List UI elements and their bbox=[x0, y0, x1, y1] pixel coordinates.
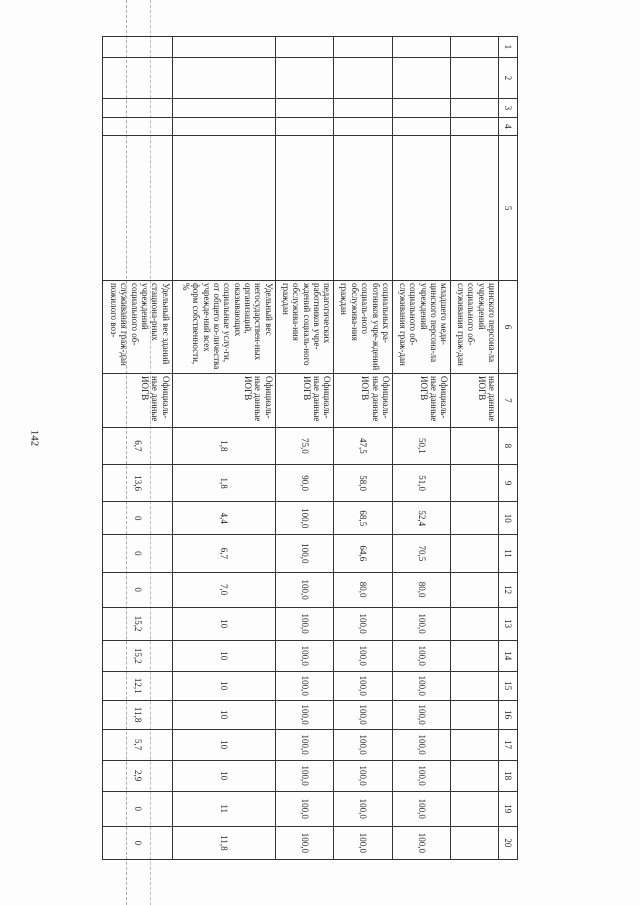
value-cell: 70,5 bbox=[392, 535, 451, 572]
value-cell bbox=[451, 760, 499, 791]
value-cell: 100,0 bbox=[334, 791, 393, 826]
value-cell: 51,0 bbox=[392, 464, 451, 501]
empty-cell bbox=[103, 99, 173, 118]
indicator-name: социальных ра-ботников учре-ждений социаль-ного обслужива-ния граждан bbox=[334, 280, 393, 373]
table-row bbox=[392, 37, 451, 860]
value-cell: 11 bbox=[172, 791, 275, 826]
value-cell: 100,0 bbox=[275, 700, 334, 729]
value-cell bbox=[451, 671, 499, 700]
value-cell: 1,8 bbox=[172, 427, 275, 464]
value-cell: 10 bbox=[172, 760, 275, 791]
value-cell: 6,7 bbox=[172, 535, 275, 572]
value-cell: 100,0 bbox=[334, 700, 393, 729]
column-number: 18 bbox=[499, 760, 518, 791]
value-cell: 47,5 bbox=[334, 427, 393, 464]
value-cell: 100,0 bbox=[275, 791, 334, 826]
empty-cell bbox=[451, 99, 499, 118]
empty-cell bbox=[334, 37, 393, 58]
column-number: 7 bbox=[499, 374, 518, 428]
data-source: Официаль-ные данные ИОГВ bbox=[392, 374, 451, 428]
indicator-name: Удельный вес негосударствен-ных организаций, оказывающих социальные услу-ги, от общего ко-личества учрежде-ний всех форм собственности, % bbox=[172, 280, 275, 373]
column-number: 17 bbox=[499, 729, 518, 760]
table-row bbox=[172, 37, 275, 860]
table-row bbox=[334, 37, 393, 860]
value-cell: 10 bbox=[172, 700, 275, 729]
value-cell: 52,4 bbox=[392, 502, 451, 535]
value-cell: 100,0 bbox=[334, 760, 393, 791]
value-cell: 100,0 bbox=[275, 760, 334, 791]
empty-cell bbox=[392, 57, 451, 98]
value-cell bbox=[451, 572, 499, 607]
value-cell bbox=[451, 729, 499, 760]
value-cell: 64,6 bbox=[334, 535, 393, 572]
column-number: 12 bbox=[499, 572, 518, 607]
empty-cell bbox=[392, 117, 451, 136]
empty-cell bbox=[451, 117, 499, 136]
value-cell: 2,9 bbox=[103, 760, 173, 791]
empty-cell bbox=[451, 37, 499, 58]
empty-cell bbox=[451, 136, 499, 281]
empty-cell bbox=[103, 57, 173, 98]
value-cell: 100,0 bbox=[334, 826, 393, 859]
value-cell: 100,0 bbox=[275, 535, 334, 572]
value-cell: 100,0 bbox=[275, 572, 334, 607]
value-cell bbox=[451, 607, 499, 640]
empty-cell bbox=[334, 136, 393, 281]
empty-cell bbox=[275, 37, 334, 58]
value-cell: 100,0 bbox=[334, 607, 393, 640]
value-cell: 80,0 bbox=[392, 572, 451, 607]
value-cell: 100,0 bbox=[275, 607, 334, 640]
value-cell: 100,0 bbox=[275, 502, 334, 535]
value-cell: 100,0 bbox=[392, 826, 451, 859]
value-cell bbox=[451, 640, 499, 671]
value-cell: 10 bbox=[172, 671, 275, 700]
value-cell: 12,1 bbox=[103, 671, 173, 700]
indicator-name: педагогических работников учре-ждений социаль-ного обслужива-ния граждан bbox=[275, 280, 334, 373]
column-number: 16 bbox=[499, 700, 518, 729]
empty-cell bbox=[392, 37, 451, 58]
empty-cell bbox=[275, 117, 334, 136]
value-cell: 1,8 bbox=[172, 464, 275, 501]
column-number: 6 bbox=[499, 280, 518, 373]
value-cell bbox=[451, 826, 499, 859]
value-cell: 100,0 bbox=[392, 640, 451, 671]
value-cell: 10 bbox=[172, 729, 275, 760]
value-cell: 90,0 bbox=[275, 464, 334, 501]
value-cell: 58,0 bbox=[334, 464, 393, 501]
value-cell: 7,0 bbox=[172, 572, 275, 607]
indicators-table bbox=[102, 36, 518, 860]
value-cell: 68,5 bbox=[334, 502, 393, 535]
indicator-name: цинского персона-ла учреждений социального об-служивания граж-дан bbox=[451, 280, 499, 373]
column-number: 9 bbox=[499, 464, 518, 501]
value-cell: 100,0 bbox=[334, 640, 393, 671]
value-cell: 13,6 bbox=[103, 464, 173, 501]
empty-cell bbox=[172, 37, 275, 58]
empty-cell bbox=[103, 37, 173, 58]
value-cell: 100,0 bbox=[275, 826, 334, 859]
empty-cell bbox=[451, 57, 499, 98]
column-number: 3 bbox=[499, 99, 518, 118]
table-row bbox=[451, 37, 499, 860]
empty-cell bbox=[392, 136, 451, 281]
value-cell: 100,0 bbox=[334, 671, 393, 700]
empty-cell bbox=[172, 57, 275, 98]
column-number: 1 bbox=[499, 37, 518, 58]
indicator-name: младшего меди-цинского персона-ла учреждений социального об-служивания граж-дан bbox=[392, 280, 451, 373]
value-cell: 100,0 bbox=[392, 700, 451, 729]
data-source: Официаль-ные данные ИОГВ bbox=[334, 374, 393, 428]
column-number-row bbox=[499, 37, 518, 860]
empty-cell bbox=[275, 99, 334, 118]
value-cell: 100,0 bbox=[275, 640, 334, 671]
value-cell: 15,2 bbox=[103, 607, 173, 640]
column-number: 13 bbox=[499, 607, 518, 640]
column-number: 4 bbox=[499, 117, 518, 136]
value-cell bbox=[451, 427, 499, 464]
value-cell: 80,0 bbox=[334, 572, 393, 607]
value-cell: 10 bbox=[172, 607, 275, 640]
rotated-table-container bbox=[102, 36, 518, 860]
value-cell bbox=[451, 502, 499, 535]
value-cell: 75,0 bbox=[275, 427, 334, 464]
empty-cell bbox=[334, 117, 393, 136]
data-source: Официаль-ные данные ИОГВ bbox=[275, 374, 334, 428]
value-cell: 4,4 bbox=[172, 502, 275, 535]
empty-cell bbox=[275, 136, 334, 281]
indicator-name: Удельный вес зданий стациона-рных учреждений социального об-служивания граж-дан пожилого воз- bbox=[103, 280, 173, 373]
value-cell: 0 bbox=[103, 502, 173, 535]
value-cell: 6,7 bbox=[103, 427, 173, 464]
value-cell bbox=[451, 791, 499, 826]
column-number: 15 bbox=[499, 671, 518, 700]
value-cell: 0 bbox=[103, 572, 173, 607]
empty-cell bbox=[172, 117, 275, 136]
data-source: Официаль-ные данные ИОГВ bbox=[103, 374, 173, 428]
page-number: 142 bbox=[28, 429, 41, 447]
value-cell: 11,8 bbox=[172, 826, 275, 859]
column-number: 14 bbox=[499, 640, 518, 671]
value-cell: 5,7 bbox=[103, 729, 173, 760]
data-source: ные данные ИОГВ bbox=[451, 374, 499, 428]
data-source: Официаль-ные данные ИОГВ bbox=[172, 374, 275, 428]
value-cell bbox=[451, 535, 499, 572]
value-cell: 10 bbox=[172, 640, 275, 671]
value-cell: 100,0 bbox=[334, 729, 393, 760]
value-cell bbox=[451, 700, 499, 729]
empty-cell bbox=[275, 57, 334, 98]
value-cell bbox=[451, 464, 499, 501]
value-cell: 100,0 bbox=[392, 760, 451, 791]
value-cell: 0 bbox=[103, 535, 173, 572]
value-cell: 100,0 bbox=[392, 607, 451, 640]
value-cell: 100,0 bbox=[392, 671, 451, 700]
table-row bbox=[275, 37, 334, 860]
value-cell: 100,0 bbox=[392, 791, 451, 826]
column-number: 2 bbox=[499, 57, 518, 98]
value-cell: 100,0 bbox=[275, 729, 334, 760]
column-number: 11 bbox=[499, 535, 518, 572]
value-cell: 15,2 bbox=[103, 640, 173, 671]
empty-cell bbox=[392, 99, 451, 118]
column-number: 10 bbox=[499, 502, 518, 535]
value-cell: 0 bbox=[103, 791, 173, 826]
empty-cell bbox=[172, 136, 275, 281]
column-number: 5 bbox=[499, 136, 518, 281]
value-cell: 0 bbox=[103, 826, 173, 859]
column-number: 20 bbox=[499, 826, 518, 859]
empty-cell bbox=[103, 117, 173, 136]
table-row bbox=[103, 37, 173, 860]
value-cell: 50,1 bbox=[392, 427, 451, 464]
value-cell: 11,8 bbox=[103, 700, 173, 729]
value-cell: 100,0 bbox=[392, 729, 451, 760]
column-number: 8 bbox=[499, 427, 518, 464]
column-number: 19 bbox=[499, 791, 518, 826]
empty-cell bbox=[334, 57, 393, 98]
empty-cell bbox=[172, 99, 275, 118]
empty-cell bbox=[334, 99, 393, 118]
value-cell: 100,0 bbox=[275, 671, 334, 700]
empty-cell bbox=[103, 136, 173, 281]
